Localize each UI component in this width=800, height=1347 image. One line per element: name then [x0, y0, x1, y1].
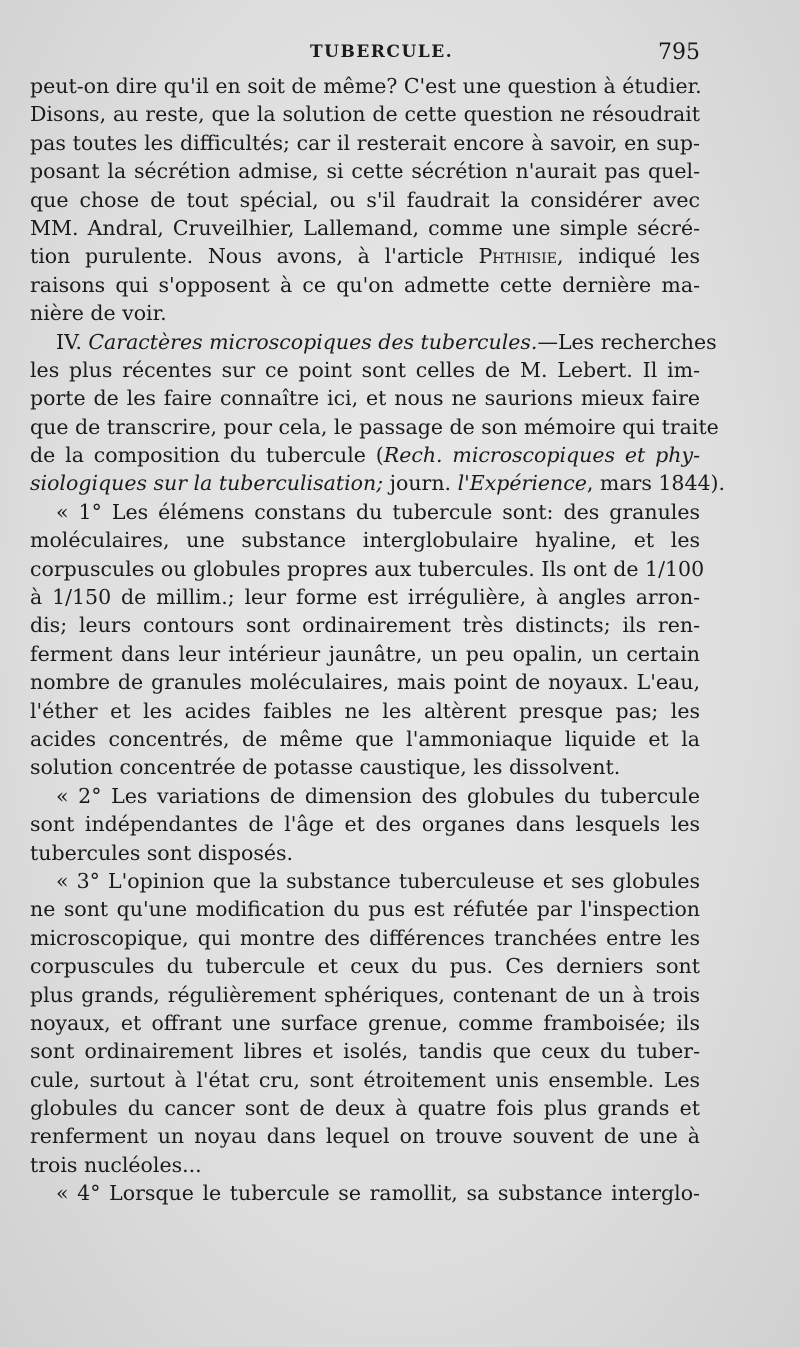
text-run: corpuscules ou globules propres aux tubercules. Ils ont de 1/100 [30, 556, 705, 581]
text-line [30, 668, 700, 696]
text-run: IV. [56, 329, 89, 354]
text-line [30, 299, 700, 327]
text-run: noyaux, et offrant une surface grenue, comme framboisée; ils [30, 1010, 700, 1035]
text-line [30, 1037, 700, 1065]
text-line [30, 72, 700, 100]
text-run: siologiques sur la tuberculisation; [30, 471, 384, 496]
text-line [30, 640, 700, 668]
text-line [30, 1179, 700, 1207]
text-run: acides concentrés, de même que l'ammoniaque liquide et la [30, 726, 700, 751]
text-run: Caractères microscopiques des tubercules. [88, 329, 538, 354]
text-line [30, 129, 700, 157]
text-line [30, 895, 700, 923]
text-run: nière de voir. [30, 301, 167, 326]
text-line [30, 498, 700, 526]
page-number: 795 [658, 40, 700, 65]
text-run: ferment dans leur intérieur jaunâtre, un peu opalin, un certain [30, 641, 700, 666]
text-run: plus grands, régulièrement sphériques, contenant de un à trois [30, 982, 700, 1007]
text-run: sont indépendantes de l'âge et des organes dans lesquels les [30, 812, 700, 837]
text-run: tion purulente. Nous avons, à l'article [30, 244, 479, 269]
text-run: « 3° L'opinion que la substance tuberculeuse et ses globules [56, 868, 700, 893]
text-run: porte de les faire connaître ici, et nous ne saurions mieux faire [30, 386, 700, 411]
text-line [30, 469, 726, 497]
text-line [30, 186, 700, 214]
text-run: MM. Andral, Cruveilhier, Lallemand, comme une simple sécré- [30, 215, 700, 240]
text-run: à 1/150 de millim.; leur forme est irrégulière, à angles arron- [30, 585, 700, 610]
text-line [30, 810, 700, 838]
text-line [30, 753, 700, 781]
text-run: l'Expérience [457, 471, 587, 496]
text-run: dis; leurs contours sont ordinairement très distincts; ils ren- [30, 613, 700, 638]
text-run: raisons qui s'opposent à ce qu'on admette cette dernière ma- [30, 272, 700, 297]
text-line [30, 242, 700, 270]
text-line [30, 214, 700, 242]
text-line [30, 839, 700, 867]
text-run: trois nucléoles... [30, 1152, 202, 1177]
text-line [30, 924, 700, 952]
text-line [30, 867, 700, 895]
text-run: globules du cancer sont de deux à quatre fois plus grands et [30, 1096, 700, 1121]
text-run: « 4° Lorsque le tubercule se ramollit, sa substance interglo- [56, 1181, 700, 1206]
text-run: renferment un noyau dans lequel on trouve souvent de une à [30, 1124, 700, 1149]
body-text [30, 72, 726, 1208]
text-line [30, 384, 700, 412]
text-line [30, 271, 700, 299]
text-run: tubercules sont disposés. [30, 840, 294, 865]
text-line [30, 782, 700, 810]
text-line [30, 157, 700, 185]
text-line [30, 441, 700, 469]
text-line [30, 981, 700, 1009]
text-line [30, 611, 700, 639]
text-line [30, 697, 700, 725]
text-line [30, 583, 700, 611]
text-line [30, 100, 700, 128]
text-run: Phthisie [478, 244, 557, 269]
text-run: nombre de granules moléculaires, mais point de noyaux. L'eau, [30, 670, 700, 695]
text-line [30, 555, 705, 583]
text-run: Rech. microscopiques et phy- [383, 443, 700, 468]
text-run: cule, surtout à l'état cru, sont étroitement unis ensemble. Les [30, 1067, 700, 1092]
text-line [30, 725, 700, 753]
text-run: Disons, au reste, que la solution de cette question ne résoudrait [30, 102, 700, 127]
text-line [30, 526, 700, 554]
text-run: les plus récentes sur ce point sont celles de M. Lebert. Il im- [30, 357, 700, 382]
text-run: « 2° Les variations de dimension des globules du tubercule [56, 783, 700, 808]
running-title: TUBERCULE. [310, 42, 454, 62]
text-line [30, 1009, 700, 1037]
text-line [30, 1066, 700, 1094]
text-run: que chose de tout spécial, ou s'il faudrait la considérer avec [30, 187, 700, 212]
text-run: , mars 1844). [586, 471, 726, 496]
text-run: « 1° Les élémens constans du tubercule sont: des granules [56, 499, 700, 524]
text-run: peut-on dire qu'il en soit de même? C'est une question à étudier. [30, 74, 702, 98]
text-run: de la composition du tubercule ( [30, 443, 384, 468]
text-line [30, 356, 700, 384]
text-run: corpuscules du tubercule et ceux du pus. Ces derniers sont [30, 954, 700, 979]
page-header [30, 40, 700, 72]
text-run: moléculaires, une substance interglobulaire hyaline, et les [30, 528, 700, 553]
text-run: posant la sécrétion admise, si cette sécrétion n'aurait pas quel- [30, 159, 700, 184]
text-line [30, 1122, 700, 1150]
text-line [30, 1094, 700, 1122]
text-line [30, 328, 717, 356]
text-run: journ. [383, 471, 458, 496]
text-run: pas toutes les difficultés; car il resterait encore à savoir, en sup- [30, 130, 700, 155]
text-run: solution concentrée de potasse caustique, les dissolvent. [30, 755, 621, 780]
text-run: sont ordinairement libres et isolés, tandis que ceux du tuber- [30, 1039, 700, 1064]
text-run: que de transcrire, pour cela, le passage de son mémoire qui traite [30, 414, 719, 439]
text-run: microscopique, qui montre des différences tranchées entre les [30, 925, 700, 950]
text-run: —Les recherches [537, 329, 717, 354]
text-run: , indiqué les [556, 244, 700, 269]
text-line [30, 1151, 700, 1179]
text-line [30, 413, 719, 441]
text-run: l'éther et les acides faibles ne les altèrent presque pas; les [30, 698, 700, 723]
text-run: ne sont qu'une modification du pus est réfutée par l'inspection [30, 897, 700, 922]
text-line [30, 952, 700, 980]
